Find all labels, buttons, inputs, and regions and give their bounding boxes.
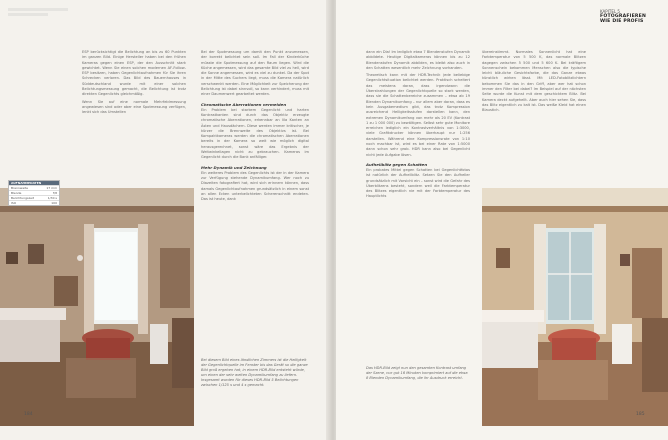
paragraph: ESP berücksichtigt die Belichtung an bis zu 60 Punkten im ganzen Bild. Einige Hersteller haben bei den frühen Kameras gegen einen ESP, der den Ausschnitt stark gewichtet. Wenn Sie einen solchen modernen AF-Follow-ESP besitzen, haben Gegenlichtaufnahmen für Sie ihren Schrecken verloren. Das Bild des Bauernhauses in Süddeutschland wurde mit einer solchen Belichtungsmessung gemacht, die Belichtung ist trotz direkten Gegenlichts gleichmäßig.: [82, 50, 186, 97]
photo-caption: Das HDR-Bild zeigt nun den gesamten Kontrast umfang der Szene, nur gut 16 Minuten komprimiert auf die etwa 8 Blenden Dynamikumfang, die ihr Ausdruck erreicht.: [366, 366, 468, 380]
paragraph: Wenn Sie auf eine normale Mehrfeldmessung angewiesen sind oder aber eine Spotmessung verfügen, lenkt sich das Umstellen: [82, 99, 186, 115]
photo-caption: Bei diesem Bild eines ländlichen Zimmers ist die Helligkeit der Gegenlichtquelle im Fenster bis das Gerät so die ganze Bild groß ergeben hat, in einem HDR-Bild entsteht würde, um einen der sehr weiten Dynamikumfang zu liefern. Insgesamt wurden für dieses HDR-Bild 5 Belichtungen zwischen 1/125 s und 4 s gemacht.: [201, 358, 308, 387]
paragraph: dann ein Dia! Im lediglich etwa 7 Blendenstufen Dynamik abbildete. Heutige Digitalkameras können bis zu 12 Blendenstufen Dynamik abbilden, es bleibt also auch in den Schatten wesentlich mehr Zeichnung vorhanden.: [366, 50, 470, 70]
paragraph: Theoretisch kann mit der HDR-Technik jede beliebige Gegenlichtsituation belichtet werden. Praktisch scheitert das meistens daran, dass irgendwann die Überstrahlungen der Gegenlichtquelle so stark werden, dass sie die Schattenbereiche zusammen – etwa ab 19 Blenden Dynamikumfang – nur allem aber daran, dass es kein Ausgabemedium gibt, das trotz Kompression ausreichend Helligkeitsstufen darstellen kann, den extremen Dynamikumfang von mehr als 20 EV (Kontrast 1 zu 1 000 000) zu bewältigen. Selbst sehr gute Monitore erreichen lediglich ein Kontrastverhältnis von 1:3000, viele Grafikdrucker können überhaupt nur 1:256 darstellen. Während eine Kompressionsrate von 1:10 noch machbar ist, wird es bei einer Rate von 1:5000 dann schon sehr grob. HDR kann also bei Gegenlicht nicht jede Aufgabe lösen.: [366, 73, 470, 157]
paragraph: Ein probates Mittel gegen Schatten bei Gegenlichtfotos ist natürlich der Aufhellblitz. Setzen Sie den Aufheller grundsätzlich mit Vorsicht ein – sonst wird die Gefahr des Überblitzens besteht, sondern weil die Farbtemperatur des Blitzes eigentlich nie mit der Farbtemperatur des Hauptlichts: [366, 167, 470, 199]
paragraph: übereinstimmt. Normales Sonnenlicht hat eine Farbtemperatur von 5 500 K, das normale Blitzen dagegen zwischen 5 500 und 5 600 K. Bei kräftigem Sonnenschein bekommen Menschen also die typische leicht bläuliche Gesichtsfarbe, die das Ganze etwas künstlich wirken lässt. Mit LED-Fotoblitzlichtern bekommen Sie das in den Griff, aber wer hat schon immer den Filter bei dabei? Im Beispiel auf der nächsten Seite wurde die Kunst mit dem geschicktem Blitz. Bei Kamera deckt aufgehellt. Aber auch hier sehen Sie, dass das Blitz eigentlich zu kalt ist. Das weiße Kleid hat einen Blaustich.: [482, 50, 586, 113]
page-number-right: 185: [636, 412, 645, 417]
exif-data-box: [8, 180, 60, 206]
exif-header: AUFNAHMEDATEN: [9, 181, 59, 185]
text-column-3: [366, 50, 470, 202]
chapter-label: KAPITEL 5: [600, 9, 620, 14]
faded-header-decoration: [8, 8, 68, 22]
page-number-left: 184: [24, 412, 33, 417]
section-heading: Aufhellblitz gegen Schatten: [366, 161, 428, 167]
paragraph: Ein weiteres Problem des Gegenlichts ist der in der Kamera zur Verfügung stehende Dynamikumfang. Wer noch zu Diazeiten fotografiert hat, wird sich erinnern können, dass damals Gegenlichtaufnahmen grundsätzlich in einem sonst an allen Ecken unterbelichteten Scherenschnitt endeten. Das ist heute, dank: [201, 170, 309, 202]
room-photo-hdr: [482, 188, 668, 426]
left-page: [0, 0, 330, 440]
text-column-4: [482, 50, 586, 116]
exif-row: ISO 100: [11, 201, 57, 205]
room-photo-dark: [0, 188, 194, 426]
chapter-title: FOTOGRAFIEREN: [600, 14, 647, 19]
text-column-1: [82, 50, 186, 118]
exif-row: Belichtungszeit 1/30 s: [11, 196, 57, 200]
paragraph: Ein Problem bei starkem Gegenlicht und harten Kontrastkanten sind durch das Objektiv erzeugte chromatische Aberrationen, erkennbar an lila Kanten an Ästen und Hausdächern. Diese werden immer kritischer, je kürzer die Brennweite des Objektivs ist. Bei Kompaktkameras werden die chromatischen Aberrationen bereits in der Kamera so weit wie möglich digital herausgerechnet, sonst wäre das Ergebnis der Weitwinkellagen nicht zu gebrauchen. Kameras im Gegenlicht durch die Bank anfälliger.: [201, 107, 309, 160]
right-page: [336, 0, 668, 440]
chapter-title: WIE DIE PROFIS: [600, 19, 644, 24]
exif-row: Blende f/8: [11, 191, 57, 195]
section-heading: Chromatische Aberrationen vermeiden: [201, 101, 287, 107]
paragraph: Bei der Spotmessung um damit den Punkt anzumessen, der korrekt belichtet sein soll. Im Fall der Kinderküche müsste die Spotmessung auf den Raum liegen. Wird die Küche angemessen, wird das gesamte Bild viel zu hell, wird die Sonne angemessen, wird es viel zu dunkel. Da der Spot in der Mitte des Suchers liegt, muss die Kamera natürlich verschwenkt werden. Eine Möglichkeit zur Speicherung der Belichtung ist dabei sinnvoll, so kann verhindert, muss mit einer Daumenwert gearbeitet werden.: [201, 50, 309, 97]
chapter-header: [600, 9, 646, 24]
exif-row: Brennweite 17 mm: [11, 186, 57, 190]
text-column-2: [201, 50, 309, 204]
section-heading: Mehr Dynamik und Zeichnung: [201, 164, 267, 170]
